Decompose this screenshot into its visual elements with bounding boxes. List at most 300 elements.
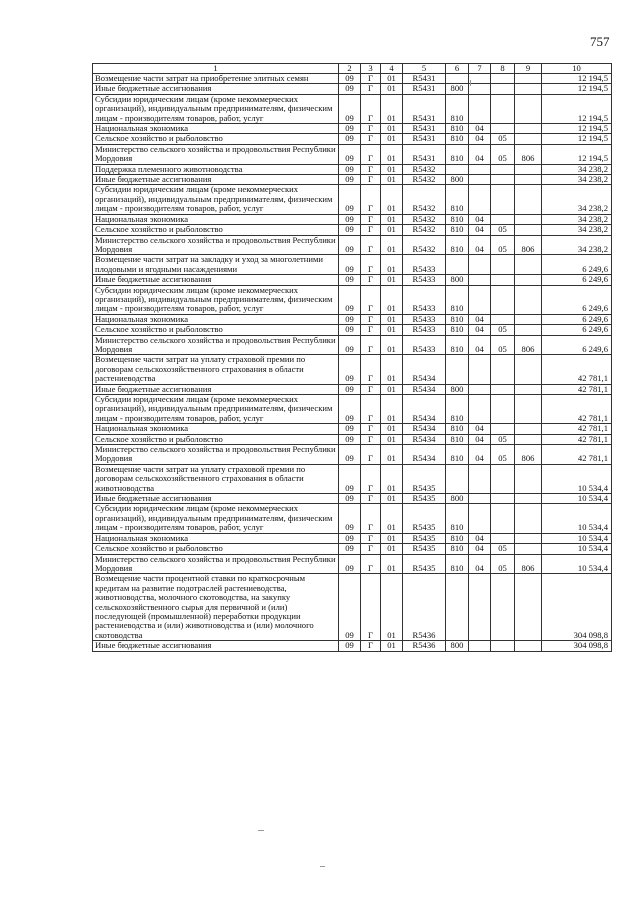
subsection-cell [491,124,515,134]
table-row [93,355,612,384]
scan-mark [320,866,325,867]
section-cell: 04 [469,325,491,335]
ministry-code-cell [515,185,542,214]
code-3-cell: Г [361,185,381,214]
amount-cell: 42 781,1 [542,445,612,465]
table-row [93,544,612,554]
code-2-cell: 09 [339,504,361,533]
item-name-cell: Иные бюджетные ассигнования [93,275,339,285]
item-name-cell: Национальная экономика [93,314,339,324]
subsection-cell: 05 [491,335,515,355]
amount-cell: 6 249,6 [542,335,612,355]
code-3-cell: Г [361,134,381,144]
subsection-cell: 05 [491,144,515,164]
section-cell: 04 [469,124,491,134]
code-4-cell: 01 [381,175,403,185]
section-cell: 04 [469,424,491,434]
code-4-cell: 01 [381,574,403,641]
amount-cell: 34 238,2 [542,175,612,185]
section-cell: 04 [469,544,491,554]
code-4-cell: 01 [381,134,403,144]
scan-mark [470,80,471,86]
item-name-cell: Субсидии юридическим лицам (кроме некоммерческих организаций), индивидуальным предпринимателям, физическим лицам - производителям товаров, работ, услуг [93,185,339,214]
expense-type-cell: 810 [446,445,469,465]
table-row [93,275,612,285]
ministry-code-cell [515,74,542,84]
table-row [93,641,612,651]
code-4-cell: 01 [381,74,403,84]
code-2-cell: 09 [339,464,361,493]
section-cell [469,175,491,185]
target-code-cell: R5434 [403,434,446,444]
item-name-cell: Иные бюджетные ассигнования [93,384,339,394]
ministry-code-cell [515,94,542,123]
section-cell [469,74,491,84]
target-code-cell: R5436 [403,574,446,641]
subsection-cell [491,285,515,314]
expense-type-cell: 800 [446,175,469,185]
ministry-code-cell [515,574,542,641]
code-4-cell: 01 [381,235,403,255]
table-row [93,384,612,394]
amount-cell: 12 194,5 [542,124,612,134]
code-2-cell: 09 [339,574,361,641]
expense-type-cell [446,355,469,384]
code-4-cell: 01 [381,355,403,384]
section-cell [469,255,491,275]
amount-cell: 12 194,5 [542,144,612,164]
expense-type-cell: 810 [446,434,469,444]
target-code-cell: R5435 [403,554,446,574]
code-4-cell: 01 [381,434,403,444]
table-row [93,325,612,335]
item-name-cell: Субсидии юридическим лицам (кроме некоммерческих организаций), индивидуальным предпринимателям, физическим лицам - производителям товаров, работ, услуг [93,504,339,533]
item-name-cell: Иные бюджетные ассигнования [93,84,339,94]
page-number: 757 [590,34,610,49]
subsection-cell: 05 [491,325,515,335]
expense-type-cell [446,255,469,275]
section-cell: 04 [469,144,491,164]
expense-type-cell: 810 [446,314,469,324]
table-row [93,395,612,424]
amount-cell: 34 238,2 [542,235,612,255]
expense-type-cell: 810 [446,185,469,214]
target-code-cell: R5431 [403,84,446,94]
code-3-cell: Г [361,275,381,285]
ministry-code-cell [515,275,542,285]
ministry-code-cell: 806 [515,335,542,355]
expense-type-cell: 800 [446,641,469,651]
item-name-cell: Национальная экономика [93,424,339,434]
code-2-cell: 09 [339,533,361,543]
expense-type-cell: 800 [446,384,469,394]
table-row [93,335,612,355]
subsection-cell [491,255,515,275]
item-name-cell: Министерство сельского хозяйства и продовольствия Республики Мордовия [93,235,339,255]
code-3-cell: Г [361,494,381,504]
code-2-cell: 09 [339,74,361,84]
code-2-cell: 09 [339,335,361,355]
code-4-cell: 01 [381,445,403,465]
ministry-code-cell [515,255,542,275]
code-2-cell: 09 [339,424,361,434]
subsection-cell [491,494,515,504]
code-2-cell: 09 [339,214,361,224]
code-4-cell: 01 [381,124,403,134]
section-cell [469,94,491,123]
target-code-cell: R5432 [403,235,446,255]
target-code-cell: R5433 [403,325,446,335]
code-3-cell: Г [361,554,381,574]
code-4-cell: 01 [381,533,403,543]
table-row [93,424,612,434]
amount-cell: 304 098,8 [542,641,612,651]
subsection-cell: 05 [491,225,515,235]
item-name-cell: Субсидии юридическим лицам (кроме некоммерческих организаций), индивидуальным предпринимателям, физическим лицам - производителям товаров, работ, услуг [93,395,339,424]
subsection-cell: 05 [491,434,515,444]
code-2-cell: 09 [339,185,361,214]
expense-type-cell: 810 [446,144,469,164]
code-4-cell: 01 [381,544,403,554]
section-cell: 04 [469,434,491,444]
code-4-cell: 01 [381,94,403,123]
column-header-3: 3 [361,64,381,74]
table-row [93,504,612,533]
table-row [93,124,612,134]
section-cell [469,84,491,94]
target-code-cell: R5435 [403,494,446,504]
code-3-cell: Г [361,384,381,394]
code-4-cell: 01 [381,424,403,434]
expense-type-cell: 810 [446,225,469,235]
target-code-cell: R5433 [403,275,446,285]
item-name-cell: Иные бюджетные ассигнования [93,494,339,504]
amount-cell: 34 238,2 [542,214,612,224]
expense-type-cell: 810 [446,395,469,424]
table-row [93,494,612,504]
ministry-code-cell [515,175,542,185]
table-row [93,235,612,255]
target-code-cell: R5435 [403,533,446,543]
amount-cell: 10 534,4 [542,533,612,543]
section-cell: 04 [469,225,491,235]
subsection-cell [491,314,515,324]
subsection-cell [491,355,515,384]
column-header-4: 4 [381,64,403,74]
section-cell [469,285,491,314]
target-code-cell: R5434 [403,355,446,384]
item-name-cell: Иные бюджетные ассигнования [93,641,339,651]
amount-cell: 42 781,1 [542,434,612,444]
section-cell [469,384,491,394]
subsection-cell [491,384,515,394]
expense-type-cell [446,574,469,641]
subsection-cell [491,464,515,493]
item-name-cell: Министерство сельского хозяйства и продовольствия Республики Мордовия [93,144,339,164]
ministry-code-cell [515,214,542,224]
item-name-cell: Сельское хозяйство и рыболовство [93,325,339,335]
subsection-cell: 05 [491,544,515,554]
code-4-cell: 01 [381,164,403,174]
ministry-code-cell [515,641,542,651]
subsection-cell [491,84,515,94]
code-3-cell: Г [361,325,381,335]
code-2-cell: 09 [339,355,361,384]
amount-cell: 10 534,4 [542,494,612,504]
table-row [93,214,612,224]
section-cell: 04 [469,335,491,355]
amount-cell: 6 249,6 [542,314,612,324]
subsection-cell: 05 [491,235,515,255]
target-code-cell: R5432 [403,214,446,224]
target-code-cell: R5431 [403,134,446,144]
code-3-cell: Г [361,434,381,444]
ministry-code-cell [515,533,542,543]
code-4-cell: 01 [381,225,403,235]
code-3-cell: Г [361,533,381,543]
code-3-cell: Г [361,504,381,533]
target-code-cell: R5434 [403,424,446,434]
item-name-cell: Субсидии юридическим лицам (кроме некоммерческих организаций), индивидуальным предпринимателям, физическим лицам - производителям товаров, работ, услуг [93,94,339,123]
subsection-cell [491,275,515,285]
target-code-cell: R5431 [403,144,446,164]
target-code-cell: R5433 [403,314,446,324]
amount-cell: 12 194,5 [542,84,612,94]
section-cell: 04 [469,134,491,144]
subsection-cell [491,164,515,174]
table-row [93,464,612,493]
code-2-cell: 09 [339,641,361,651]
code-4-cell: 01 [381,641,403,651]
table-row [93,144,612,164]
amount-cell: 12 194,5 [542,74,612,84]
table-row [93,164,612,174]
target-code-cell: R5434 [403,384,446,394]
code-3-cell: Г [361,574,381,641]
ministry-code-cell [515,544,542,554]
amount-cell: 6 249,6 [542,285,612,314]
code-2-cell: 09 [339,94,361,123]
table-row [93,225,612,235]
item-name-cell: Министерство сельского хозяйства и продовольствия Республики Мордовия [93,554,339,574]
subsection-cell [491,94,515,123]
expense-type-cell: 810 [446,214,469,224]
ministry-code-cell [515,504,542,533]
item-name-cell: Сельское хозяйство и рыболовство [93,544,339,554]
ministry-code-cell: 806 [515,144,542,164]
amount-cell: 10 534,4 [542,504,612,533]
table-row [93,445,612,465]
item-name-cell: Министерство сельского хозяйства и продовольствия Республики Мордовия [93,335,339,355]
code-4-cell: 01 [381,384,403,394]
table-row [93,434,612,444]
code-2-cell: 09 [339,314,361,324]
table-body [93,74,612,652]
section-cell [469,164,491,174]
subsection-cell [491,185,515,214]
code-3-cell: Г [361,175,381,185]
item-name-cell: Сельское хозяйство и рыболовство [93,134,339,144]
code-2-cell: 09 [339,494,361,504]
code-2-cell: 09 [339,84,361,94]
section-cell [469,504,491,533]
expense-type-cell: 810 [446,504,469,533]
item-name-cell: Возмещение части затрат на уплату страховой премии по договорам сельскохозяйственного страхования в области животноводства [93,464,339,493]
code-4-cell: 01 [381,554,403,574]
item-name-cell: Национальная экономика [93,124,339,134]
code-2-cell: 09 [339,175,361,185]
column-header-9: 9 [515,64,542,74]
code-3-cell: Г [361,314,381,324]
item-name-cell: Возмещение части процентной ставки по краткосрочным кредитам на развитие подотраслей растениеводства, животноводства, молочного скотоводства, на закупку сельскохозяйственного сырья для первичной и (или) последующей (промышленной) переработки продукции растениеводства и (или) животноводства и (или) молочного скотоводства [93,574,339,641]
ministry-code-cell [515,164,542,174]
ministry-code-cell: 806 [515,235,542,255]
code-2-cell: 09 [339,384,361,394]
item-name-cell: Министерство сельского хозяйства и продовольствия Республики Мордовия [93,445,339,465]
item-name-cell: Национальная экономика [93,214,339,224]
code-2-cell: 09 [339,275,361,285]
ministry-code-cell [515,424,542,434]
section-cell: 04 [469,235,491,255]
column-header-8: 8 [491,64,515,74]
code-3-cell: Г [361,124,381,134]
table-row [93,285,612,314]
amount-cell: 42 781,1 [542,395,612,424]
table-row [93,74,612,84]
amount-cell: 42 781,1 [542,355,612,384]
amount-cell: 304 098,8 [542,574,612,641]
code-4-cell: 01 [381,395,403,424]
budget-table-container [92,63,611,652]
expense-type-cell [446,464,469,493]
code-3-cell: Г [361,464,381,493]
amount-cell: 12 194,5 [542,134,612,144]
item-name-cell: Возмещение части затрат на закладку и уход за многолетними плодовыми и ягодными насаждениями [93,255,339,275]
expense-type-cell: 810 [446,325,469,335]
expense-type-cell: 810 [446,544,469,554]
amount-cell: 6 249,6 [542,255,612,275]
code-3-cell: Г [361,641,381,651]
ministry-code-cell [515,84,542,94]
code-4-cell: 01 [381,285,403,314]
amount-cell: 10 534,4 [542,554,612,574]
table-row [93,255,612,275]
expense-type-cell: 810 [446,424,469,434]
expense-type-cell: 810 [446,533,469,543]
ministry-code-cell [515,434,542,444]
table-row [93,94,612,123]
subsection-cell [491,533,515,543]
code-2-cell: 09 [339,325,361,335]
code-3-cell: Г [361,144,381,164]
code-3-cell: Г [361,84,381,94]
ministry-code-cell [515,134,542,144]
item-name-cell: Возмещение части затрат на приобретение элитных семян [93,74,339,84]
code-2-cell: 09 [339,544,361,554]
target-code-cell: R5431 [403,94,446,123]
section-cell [469,464,491,493]
column-header-7: 7 [469,64,491,74]
item-name-cell: Субсидии юридическим лицам (кроме некоммерческих организаций), индивидуальным предпринимателям, физическим лицам - производителям товаров, работ, услуг [93,285,339,314]
subsection-cell [491,395,515,424]
section-cell [469,355,491,384]
table-row [93,134,612,144]
amount-cell: 10 534,4 [542,464,612,493]
code-2-cell: 09 [339,225,361,235]
code-4-cell: 01 [381,494,403,504]
target-code-cell: R5432 [403,164,446,174]
code-3-cell: Г [361,255,381,275]
amount-cell: 34 238,2 [542,164,612,174]
code-4-cell: 01 [381,314,403,324]
expense-type-cell: 810 [446,94,469,123]
subsection-cell: 05 [491,134,515,144]
expense-type-cell: 800 [446,275,469,285]
ministry-code-cell [515,225,542,235]
amount-cell: 10 534,4 [542,544,612,554]
section-cell: 04 [469,533,491,543]
ministry-code-cell [515,355,542,384]
subsection-cell [491,424,515,434]
target-code-cell: R5435 [403,544,446,554]
target-code-cell: R5432 [403,225,446,235]
code-2-cell: 09 [339,285,361,314]
expense-type-cell: 800 [446,494,469,504]
expense-type-cell: 810 [446,554,469,574]
code-4-cell: 01 [381,325,403,335]
code-3-cell: Г [361,214,381,224]
code-3-cell: Г [361,424,381,434]
code-3-cell: Г [361,355,381,384]
code-4-cell: 01 [381,144,403,164]
code-4-cell: 01 [381,185,403,214]
code-4-cell: 01 [381,275,403,285]
code-2-cell: 09 [339,235,361,255]
code-2-cell: 09 [339,395,361,424]
section-cell: 04 [469,214,491,224]
ministry-code-cell [515,395,542,424]
subsection-cell [491,214,515,224]
code-3-cell: Г [361,395,381,424]
subsection-cell [491,641,515,651]
expense-type-cell: 810 [446,124,469,134]
amount-cell: 6 249,6 [542,275,612,285]
amount-cell: 42 781,1 [542,384,612,394]
target-code-cell: R5431 [403,124,446,134]
amount-cell: 34 238,2 [542,185,612,214]
code-3-cell: Г [361,164,381,174]
target-code-cell: R5434 [403,395,446,424]
budget-table [92,63,612,652]
code-2-cell: 09 [339,134,361,144]
target-code-cell: R5435 [403,464,446,493]
table-header-row [93,64,612,74]
code-2-cell: 09 [339,255,361,275]
expense-type-cell: 810 [446,134,469,144]
section-cell: 04 [469,445,491,465]
code-2-cell: 09 [339,445,361,465]
target-code-cell: R5432 [403,175,446,185]
column-header-1: 1 [93,64,339,74]
code-3-cell: Г [361,235,381,255]
subsection-cell [491,175,515,185]
section-cell: 04 [469,554,491,574]
amount-cell: 34 238,2 [542,225,612,235]
code-4-cell: 01 [381,335,403,355]
table-row [93,185,612,214]
item-name-cell: Национальная экономика [93,533,339,543]
table-row [93,175,612,185]
